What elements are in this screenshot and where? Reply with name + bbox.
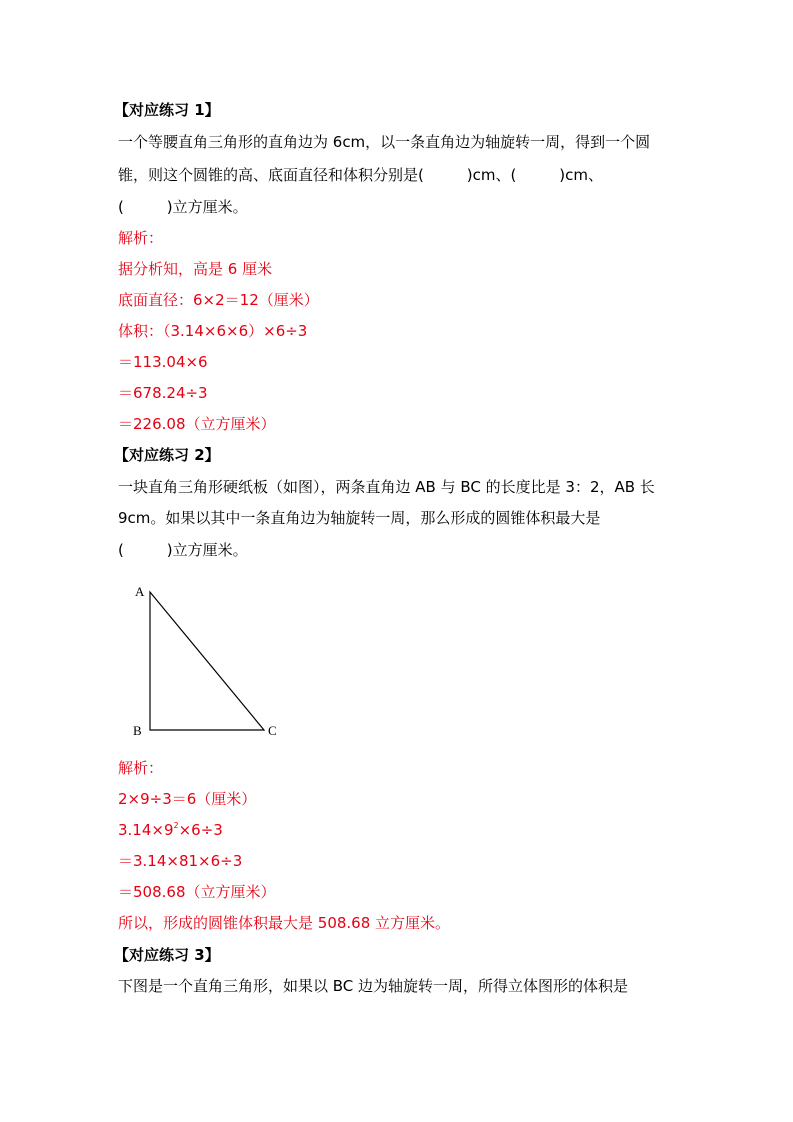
triangle-shape xyxy=(150,592,264,730)
exercise-3-heading: 【对应练习 3】 xyxy=(114,946,220,964)
exercise-2-solution-line-4: ＝508.68（立方厘米） xyxy=(118,883,276,901)
exercise-2-heading: 【对应练习 2】 xyxy=(114,446,220,464)
exercise-2-analysis-label: 解析： xyxy=(118,759,164,777)
exercise-1-solution-line-1: 据分析知，高是 6 厘米 xyxy=(118,260,273,278)
exercise-2-question-line-1: 一块直角三角形硬纸板（如图），两条直角边 AB 与 BC 的长度比是 3：2，AB 长 xyxy=(118,478,655,496)
solution-power-base: 3.14×9 xyxy=(118,821,174,839)
exercise-1-analysis-label: 解析： xyxy=(118,229,164,247)
exercise-2-solution-line-3: ＝3.14×81×6÷3 xyxy=(118,852,243,870)
exercise-1-question-line-2: 锥，则这个圆锥的高、底面直径和体积分别是( )cm、( )cm、 xyxy=(118,166,603,184)
solution-exponent: 2 xyxy=(173,821,179,830)
exercise-1-solution-line-4: ＝113.04×6 xyxy=(118,353,208,371)
exercise-1-question-line-1: 一个等腰直角三角形的直角边为 6cm，以一条直角边为轴旋转一周，得到一个圆 xyxy=(118,133,651,151)
exercise-2-question-line-3: ( )立方厘米。 xyxy=(118,541,248,559)
exercise-2-solution-line-5: 所以，形成的圆锥体积最大是 508.68 立方厘米。 xyxy=(118,914,451,932)
vertex-label-c: C xyxy=(268,723,277,738)
vertex-label-a: A xyxy=(135,584,145,599)
exercise-2-solution-line-1: 2×9÷3＝6（厘米） xyxy=(118,790,257,808)
solution-power-rest: ×6÷3 xyxy=(178,821,223,839)
exercise-2-question-line-2: 9cm。如果以其中一条直角边为轴旋转一周，那么形成的圆锥体积最大是 xyxy=(118,509,601,527)
exercise-1-solution-line-2: 底面直径：6×2＝12（厘米） xyxy=(118,291,319,309)
exercise-1-solution-line-6: ＝226.08（立方厘米） xyxy=(118,415,276,433)
exercise-1-question-line-3: ( )立方厘米。 xyxy=(118,198,248,216)
right-triangle-figure xyxy=(128,578,288,746)
exercise-1-solution-line-3: 体积：（3.14×6×6）×6÷3 xyxy=(118,322,308,340)
vertex-label-b: B xyxy=(133,723,142,738)
exercise-3-question-line-1: 下图是一个直角三角形，如果以 BC 边为轴旋转一周，所得立体图形的体积是 xyxy=(118,977,629,995)
exercise-1-heading: 【对应练习 1】 xyxy=(114,101,220,119)
exercise-2-solution-line-2 xyxy=(118,820,223,840)
exercise-1-solution-line-5: ＝678.24÷3 xyxy=(118,384,208,402)
